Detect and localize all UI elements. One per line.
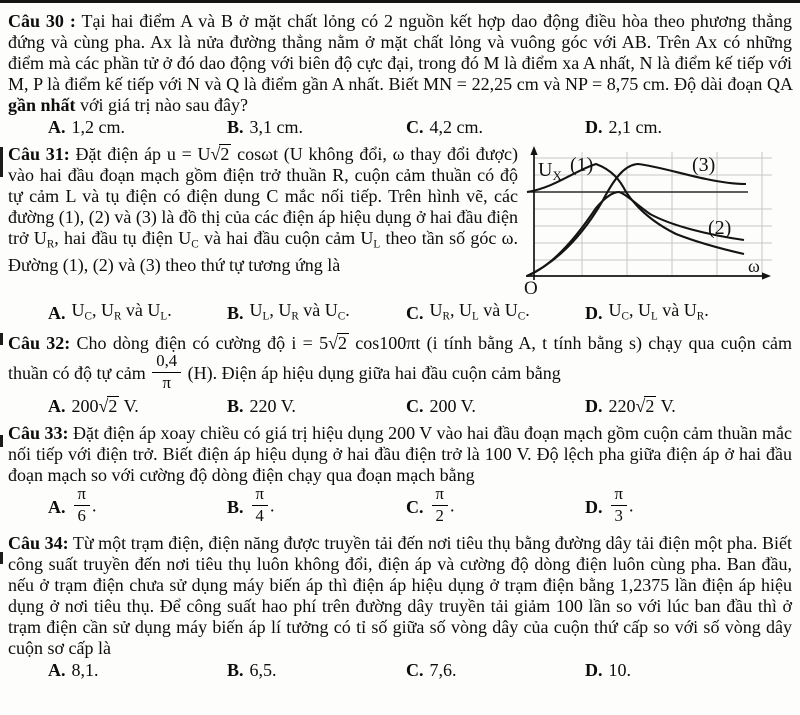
- text-run: 10.: [608, 660, 631, 681]
- radicand: 2: [338, 333, 347, 354]
- subscript: L: [262, 310, 270, 323]
- numerator: 0,4: [152, 352, 181, 373]
- text-run: và U: [298, 300, 338, 320]
- radical-sign-icon: √: [328, 333, 338, 354]
- subscript: R: [113, 310, 122, 323]
- option-value: [430, 300, 530, 327]
- fraction: [252, 485, 268, 525]
- curve-3-label: (3): [692, 154, 716, 176]
- text-run: 8,1.: [71, 660, 99, 681]
- subscript: C: [337, 310, 346, 323]
- subscript: C: [191, 238, 199, 251]
- option-b: [227, 396, 406, 417]
- text-run: , U: [91, 300, 114, 320]
- text-run: .: [704, 300, 709, 320]
- text-run: .: [525, 300, 530, 320]
- y-axis-arrow-icon: [530, 146, 537, 155]
- option-a: [48, 300, 227, 327]
- question-number: Câu 31:: [8, 144, 70, 164]
- option-a: [48, 483, 227, 527]
- text-run: U: [249, 300, 263, 320]
- option-b: [227, 117, 406, 138]
- question-body: [8, 11, 792, 115]
- fraction: [432, 485, 448, 525]
- subscript: C: [621, 310, 629, 323]
- text-run: , hai đầu tụ điện U: [54, 228, 192, 248]
- question-30-options: [48, 117, 792, 138]
- radicand: 2: [645, 395, 655, 416]
- text-run: .: [628, 495, 634, 516]
- ux-omega-graph: [524, 144, 792, 298]
- text-run: Cho dòng điện có cường độ i = 5: [70, 333, 329, 354]
- origin-label: O: [524, 278, 538, 298]
- option-d: [585, 483, 634, 527]
- question-33-options: [48, 483, 792, 527]
- text-run: Đặt điện áp u = U: [69, 144, 211, 164]
- question-32: [8, 333, 792, 416]
- option-value: [72, 483, 97, 527]
- text-run: .: [345, 300, 350, 320]
- subscript: L: [160, 310, 168, 323]
- subscript: R: [291, 310, 299, 323]
- text-run: .: [449, 495, 455, 516]
- denominator: 4: [255, 505, 264, 525]
- option-value: [609, 300, 709, 327]
- option-b: [227, 300, 406, 327]
- option-c: [406, 117, 585, 138]
- text-run: , U: [628, 300, 651, 320]
- denominator: π: [162, 373, 171, 393]
- scan-artifact: [0, 147, 3, 177]
- subscript: R: [442, 310, 450, 323]
- option-letter: B.: [227, 660, 244, 681]
- text-run: theo tần số góc ω. Đường (1), (2) và (3) theo thứ tự tương ứng là: [8, 228, 518, 276]
- radical-sign-icon: √: [635, 395, 646, 416]
- option-d: [585, 117, 662, 138]
- option-c: [406, 483, 585, 527]
- scan-artifact: [0, 435, 3, 447]
- option-value: [72, 660, 99, 681]
- option-letter: D.: [585, 496, 603, 517]
- text-run: .: [167, 300, 172, 320]
- fraction: [611, 485, 627, 525]
- option-letter: A.: [48, 395, 66, 416]
- scan-artifact: [0, 333, 3, 345]
- y-axis-label: $U_X$: [538, 159, 562, 183]
- question-32-text: [8, 333, 792, 394]
- question-31-options: [48, 300, 792, 327]
- fraction: [152, 352, 181, 392]
- text-run: Đặt điện áp xoay chiều có giá trị hiệu dụng 200 V vào hai đầu đoạn mạch gồm cuộn cảm thuần mắc nối tiếp với điện trở. Biết điện áp hiệu dụng ở hai đầu điện trở là 100 V. Độ lệch pha giữa điện áp ở hai đầu đoạn mạch so với cường độ dòng điện chạy qua đoạn mạch bằng: [8, 422, 792, 485]
- graph-svg: [524, 144, 790, 298]
- option-letter: B.: [227, 496, 244, 517]
- radical: [328, 333, 349, 353]
- subscript: L: [373, 238, 381, 251]
- option-letter: A.: [48, 303, 66, 324]
- question-30-text: [8, 11, 792, 116]
- option-letter: C.: [406, 660, 424, 681]
- text-run: 1,2 cm.: [71, 117, 125, 137]
- text-run: (H). Điện áp hiệu dụng giữa hai đầu cuộn cảm bằng: [183, 362, 561, 383]
- option-value: [250, 396, 296, 417]
- text-run: Từ một trạm điện, điện năng được truyền tải đến nơi tiêu thụ bằng đường dây tải điện một pha. Biết công suất truyền đến nơi tiêu thụ luôn không đổi, điện áp và cường độ dòng điện luôn cùng pha. Ban đầu, nếu ở trạm điện chưa sử dụng máy biến áp thì điện áp hiệu dụng ở trạm điện bằng 1,2375 lần điện áp hiệu dụng ở nơi tiêu thụ. Để công suất hao phí trên đường dây truyền tải giảm 100 lần so với lúc ban đầu thì ở trạm điện cần sử dụng máy biến áp lí tưởng có tỉ số giữa số vòng dây của cuộn thứ cấp so với số vòng dây cuộn sơ cấp là: [8, 533, 792, 659]
- text-run: Tại hai điểm A và B ở mặt chất lỏng có 2 nguồn kết hợp dao động điều hòa theo phương thẳng đứng và cùng pha. Ax là nửa đường thẳng nằm ở mặt chất lỏng và vuông góc với AB. Trên Ax có những điểm mà các phần tử ở đó dao động với biên độ cực đại, trong đó M là điểm xa A nhất, N là điểm kế tiếp với M, P là điểm kế tiếp với N và Q là điểm gần A nhất. Biết MN = 22,25 cm và NP = 8,75 cm. Độ dài đoạn QA: [8, 11, 792, 94]
- option-value: [250, 117, 304, 138]
- scan-artifact: [0, 552, 3, 564]
- option-b: [227, 660, 406, 681]
- option-b: [227, 483, 406, 527]
- denominator: 2: [435, 505, 444, 525]
- option-letter: D.: [585, 303, 603, 324]
- option-letter: B.: [227, 303, 244, 324]
- option-letter: A.: [48, 496, 66, 517]
- text-run: U: [71, 300, 85, 320]
- question-34-text: [8, 533, 792, 659]
- text-run: với giá trị nào sau đây?: [75, 95, 248, 115]
- option-value: [72, 300, 172, 327]
- option-value: [72, 396, 139, 417]
- question-body: [8, 333, 792, 393]
- question-number: Câu 32:: [8, 333, 71, 354]
- option-letter: C.: [406, 303, 424, 324]
- question-number: Câu 34:: [8, 533, 69, 554]
- question-body: [8, 533, 792, 658]
- option-value: [250, 300, 350, 327]
- numerator: π: [74, 485, 90, 506]
- text-run: và hai đầu cuộn cảm U: [198, 228, 374, 248]
- option-value: [250, 483, 275, 527]
- option-value: [430, 117, 484, 138]
- subscript: C: [517, 310, 526, 323]
- question-number: Câu 30 :: [8, 11, 76, 31]
- option-d: [585, 396, 676, 417]
- text-run: V.: [119, 395, 139, 416]
- text-run: , U: [449, 300, 472, 320]
- text-run: và U: [121, 300, 161, 320]
- option-letter: B.: [227, 395, 244, 416]
- option-value: [72, 117, 126, 138]
- option-c: [406, 396, 585, 417]
- option-a: [48, 660, 227, 681]
- text-run: .: [91, 495, 97, 516]
- option-letter: C.: [406, 395, 424, 416]
- radical: [211, 144, 232, 164]
- option-c: [406, 300, 585, 327]
- option-d: [585, 300, 709, 327]
- text-run: , U: [269, 300, 292, 320]
- option-value: [609, 660, 632, 681]
- option-value: [609, 396, 676, 417]
- option-value: [609, 117, 663, 138]
- radical-sign-icon: √: [210, 144, 221, 164]
- option-letter: D.: [585, 117, 603, 137]
- text-run: U: [429, 300, 443, 320]
- question-30: [8, 11, 792, 138]
- option-value: [430, 660, 457, 681]
- option-letter: D.: [585, 395, 603, 416]
- option-letter: B.: [227, 117, 244, 137]
- subscript: R: [696, 310, 705, 323]
- subscript: L: [471, 310, 479, 323]
- question-34: [8, 533, 792, 681]
- x-axis-arrow-icon: [762, 272, 771, 279]
- curve-1-label: (1): [570, 154, 594, 176]
- question-body: [8, 144, 518, 275]
- option-a: [48, 396, 227, 417]
- option-letter: A.: [48, 660, 66, 681]
- text-run: và U: [657, 300, 697, 320]
- text-run: 220 V.: [249, 395, 296, 416]
- radical-sign-icon: √: [98, 395, 109, 416]
- text-run: .: [269, 495, 275, 516]
- numerator: π: [252, 485, 268, 506]
- radical: [99, 396, 120, 416]
- option-value: [609, 483, 634, 527]
- option-value: [430, 396, 476, 417]
- option-value: [430, 483, 455, 527]
- text-run: cos100πt (i tính bằng A, t tính bằng s) chạy qua cuộn cảm thuần có độ tự cảm: [8, 333, 792, 383]
- text-run: U: [608, 300, 622, 320]
- subscript: R: [46, 238, 55, 251]
- option-value: [250, 660, 277, 681]
- denominator: 6: [77, 505, 86, 525]
- radicand: 2: [220, 144, 230, 164]
- text-run: 2,1 cm.: [608, 117, 662, 137]
- option-c: [406, 660, 585, 681]
- question-32-options: [48, 396, 792, 417]
- question-33-text: [8, 423, 792, 486]
- option-a: [48, 117, 227, 138]
- numerator: π: [611, 485, 627, 506]
- question-body: [8, 423, 792, 485]
- text-run: 220: [608, 395, 636, 416]
- option-letter: C.: [406, 117, 424, 137]
- text-run: và U: [478, 300, 518, 320]
- option-letter: A.: [48, 117, 66, 137]
- radical: [636, 396, 657, 416]
- question-31: [8, 144, 792, 327]
- question-number: Câu 33:: [8, 422, 69, 443]
- text-run: V.: [656, 395, 676, 416]
- question-34-options: [48, 660, 792, 681]
- text-run: 4,2 cm.: [429, 117, 483, 137]
- text-run: 200: [71, 395, 99, 416]
- question-33: [8, 423, 792, 527]
- option-letter: D.: [585, 660, 603, 681]
- option-d: [585, 660, 631, 681]
- text-run: 200 V.: [429, 395, 476, 416]
- text-run: 6,5.: [249, 660, 277, 681]
- fraction: [74, 485, 90, 525]
- text-run: 3,1 cm.: [249, 117, 304, 137]
- curve-2-label: (2): [708, 217, 732, 239]
- x-axis-label: ω: [748, 256, 760, 276]
- subscript: L: [650, 310, 658, 323]
- radicand: 2: [108, 395, 118, 416]
- bold-run: gần nhất: [8, 95, 76, 115]
- numerator: π: [432, 485, 448, 506]
- denominator: 3: [614, 505, 623, 525]
- text-run: cosωt (U không đổi, ω thay đổi được) vào hai đầu đoạn mạch gồm điện trở thuần R, cuộn cảm thuần có độ tự cảm L và tụ điện có điện dung C mắc nối tiếp. Trên hình vẽ, các đường (1), (2) và (3) là đồ thị của các điện áp hiệu dụng ở hai đầu điện trở U: [8, 144, 518, 248]
- subscript: C: [84, 310, 92, 323]
- option-letter: C.: [406, 496, 424, 517]
- text-run: 7,6.: [429, 660, 457, 681]
